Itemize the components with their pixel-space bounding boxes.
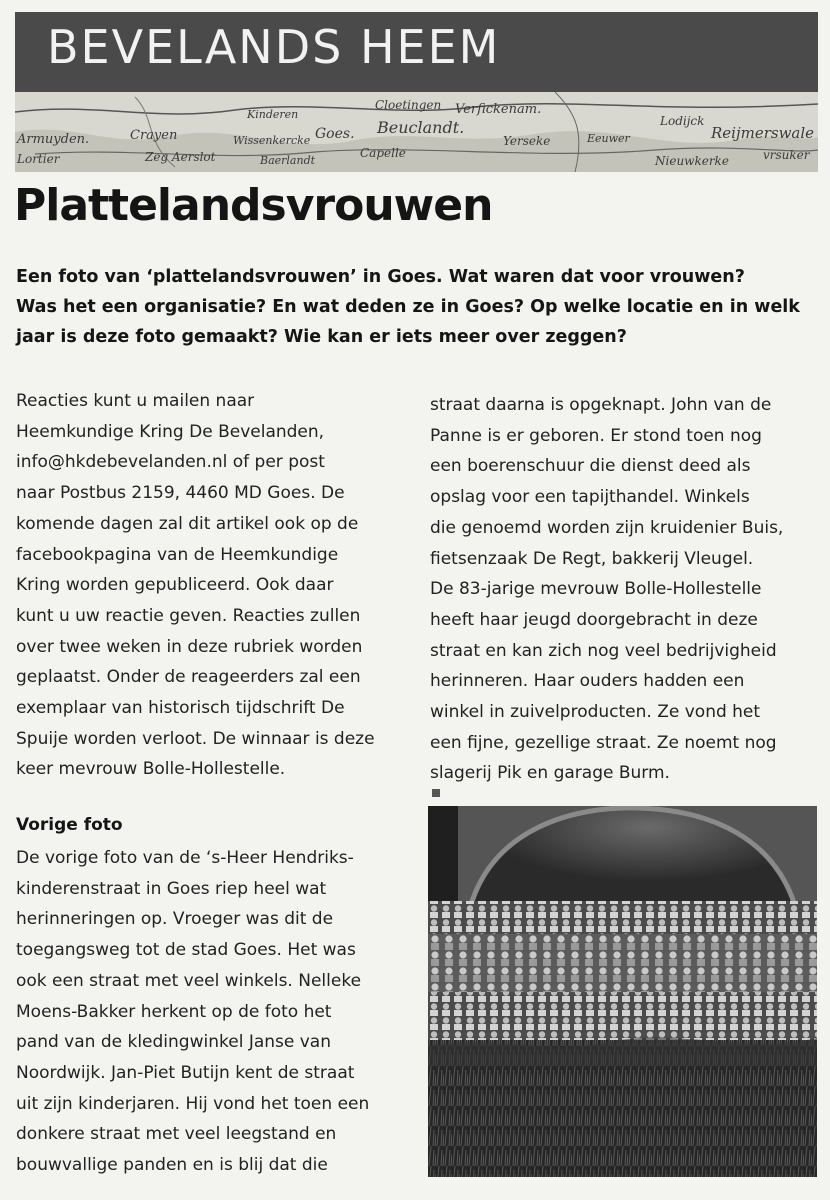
map-label: Zeg Aerslot: [145, 150, 216, 164]
body-line: pand van de kledingwinkel Janse van: [16, 1032, 331, 1053]
map-label: Goes.: [315, 126, 355, 142]
body-line: straat en kan zich nog veel bedrijvigheid: [430, 640, 777, 661]
group-photo: [428, 806, 817, 1177]
map-label: Beuclandt.: [377, 118, 465, 137]
masthead-title: BEVELANDS HEEM: [47, 20, 501, 74]
body-line: donkere straat met veel leegstand en: [16, 1124, 337, 1145]
map-label: Verfickenam.: [455, 102, 542, 117]
map-label: Capelle: [360, 146, 406, 160]
map-label: Baerlandt: [260, 154, 316, 167]
map-label: Nieuwkerke: [655, 154, 729, 168]
body-line: De 83-jarige mevrouw Bolle-Hollestelle: [430, 579, 762, 600]
group-photo-image: [428, 806, 817, 1177]
body-line: facebookpagina van de Heemkundige: [16, 544, 339, 565]
body-line: winkel in zuivelproducten. Ze vond het: [430, 702, 761, 723]
previous-photo-body: [16, 843, 406, 1181]
map-label: Lodijck: [660, 114, 705, 128]
body-line: toegangsweg tot de stad Goes. Het was: [16, 940, 356, 961]
body-line: bouwvallige panden en is blij dat die: [16, 1155, 328, 1176]
body-line: over twee weken in deze rubriek worden: [16, 636, 363, 657]
article-lead: [16, 262, 806, 352]
body-line: ook een straat met veel winkels. Nelleke: [16, 970, 362, 991]
body-line-last: [430, 758, 820, 797]
body-line: opslag voor een tapijthandel. Winkels: [430, 487, 750, 508]
end-of-article-mark: [432, 789, 440, 797]
map-label: Lortier: [17, 152, 60, 166]
body-line: Panne is er geboren. Er stond toen nog: [430, 425, 762, 446]
map-label: Crayen: [130, 128, 178, 143]
body-line: heeft haar jeugd doorgebracht in deze: [430, 609, 758, 630]
body-line: naar Postbus 2159, 4460 MD Goes. De: [16, 483, 345, 504]
map-label: Kinderen: [247, 108, 299, 121]
body-line-text: slagerij Pik en garage Burm.: [430, 763, 670, 784]
body-line: herinneringen op. Vroeger was dit de: [16, 909, 334, 930]
map-label: vrsuker: [763, 148, 810, 162]
map-label: Eeuwer: [587, 132, 630, 145]
masthead-banner: [15, 12, 818, 92]
body-line: Heemkundige Kring De Bevelanden,: [16, 421, 325, 442]
body-line: uit zijn kinderjaren. Hij vond het toen een: [16, 1093, 370, 1114]
body-line: Reacties kunt u mailen naar: [16, 391, 255, 411]
body-line: Kring worden gepubliceerd. Ook daar: [16, 575, 334, 596]
body-line: een fijne, gezellige straat. Ze noemt nog: [430, 732, 777, 753]
body-line: info@hkdebevelanden.nl of per post: [16, 452, 325, 473]
map-label: Cloetingen: [375, 98, 442, 112]
article-headline: Plattelandsvrouwen: [14, 180, 493, 231]
body-line: Moens-Bakker herkent op de foto het: [16, 1001, 332, 1022]
map-label: Yerseke: [503, 134, 551, 148]
body-line: straat daarna is opgeknapt. John van de: [430, 395, 772, 415]
lead-line: Een foto van ‘plattelandsvrouwen’ in Goes. Wat waren dat voor vrouwen?: [16, 267, 745, 287]
body-line: De vorige foto van de ‘s-Heer Hendriks-: [16, 848, 354, 868]
lead-line: jaar is deze foto gemaakt? Wie kan er iets meer over zeggen?: [16, 327, 627, 347]
body-line: die genoemd worden zijn kruidenier Buis,: [430, 517, 784, 538]
body-line: keer mevrouw Bolle-Hollestelle.: [16, 759, 286, 780]
right-column-body: [430, 390, 820, 797]
body-line: exemplaar van historisch tijdschrift De: [16, 698, 345, 719]
section-subhead: Vorige foto: [16, 815, 123, 835]
body-line: Spuije worden verloot. De winnaar is deze: [16, 728, 375, 749]
body-line: komende dagen zal dit artikel ook op de: [16, 513, 359, 534]
historic-map-strip: [15, 92, 818, 172]
map-label: Wissenkercke: [233, 134, 311, 147]
map-label: Armuyden.: [17, 132, 90, 147]
left-column-body: [16, 386, 406, 785]
map-label: Reijmerswale: [711, 124, 815, 142]
lead-line: Was het een organisatie? En wat deden ze in Goes? Op welke locatie en in welk: [16, 297, 800, 317]
body-line: kunt u uw reactie geven. Reacties zullen: [16, 605, 361, 626]
body-line: fietsenzaak De Regt, bakkerij Vleugel.: [430, 548, 754, 569]
body-line: kinderenstraat in Goes riep heel wat: [16, 878, 327, 899]
body-line: herinneren. Haar ouders hadden een: [430, 671, 745, 692]
body-line: een boerenschuur die dienst deed als: [430, 456, 751, 477]
body-line: geplaatst. Onder de reageerders zal een: [16, 667, 361, 688]
body-line: Noordwijk. Jan-Piet Butijn kent de straat: [16, 1062, 355, 1083]
